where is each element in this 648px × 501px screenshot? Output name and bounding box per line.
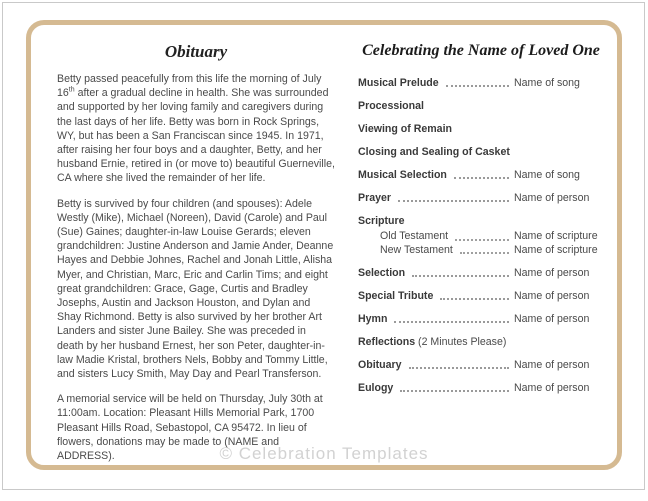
dot-leader bbox=[398, 200, 509, 202]
program-item bbox=[358, 312, 604, 326]
obituary-column bbox=[57, 42, 335, 474]
program-item-label: Processional bbox=[358, 100, 424, 112]
dot-leader bbox=[412, 275, 509, 277]
program-item bbox=[358, 266, 604, 280]
dot-leader bbox=[440, 298, 509, 300]
program-item-label: Special Tribute bbox=[358, 290, 434, 302]
dot-leader bbox=[454, 177, 509, 179]
dot-leader bbox=[394, 321, 509, 323]
program-item-label: Hymn bbox=[358, 313, 388, 325]
program-item bbox=[358, 76, 604, 90]
program-item bbox=[358, 99, 604, 113]
program-subitem bbox=[380, 230, 604, 243]
program-item-label: Eulogy bbox=[358, 382, 394, 394]
program-item-label: Closing and Sealing of Casket bbox=[358, 146, 510, 158]
program-item bbox=[358, 168, 604, 182]
service-order-column bbox=[358, 42, 604, 404]
program-item-label: Selection bbox=[358, 267, 406, 279]
program-item bbox=[358, 145, 604, 159]
program-item-label: Viewing of Remain bbox=[358, 123, 452, 135]
program-item-value: Name of person bbox=[514, 313, 590, 325]
service-order-title: Celebrating the Name of Loved One bbox=[362, 42, 600, 59]
program-item-label: Scripture bbox=[358, 215, 405, 227]
program-item-value: Name of song bbox=[514, 77, 580, 89]
dot-leader bbox=[455, 239, 509, 241]
program-item bbox=[358, 214, 604, 228]
obituary-paragraph-3: A memorial service will be held on Thursday, July 30th at 11:00am. Location: Pleasant Hills Memorial Park, 1700 Pleasant Hills Road, Sebastopol, CA 95472. In lieu of flowers, donations may be made to (NAME and ADDRESS). bbox=[57, 393, 323, 463]
program-item-label: Prayer bbox=[358, 192, 391, 204]
program-item-value: Name of song bbox=[514, 169, 580, 181]
program-item bbox=[358, 335, 604, 349]
obituary-title: Obituary bbox=[164, 42, 228, 61]
program-item-label: Musical Prelude bbox=[358, 77, 439, 89]
program-item-value: Name of person bbox=[514, 192, 590, 204]
program-item-value: Name of scripture bbox=[514, 230, 598, 242]
program-item-value: Name of scripture bbox=[514, 243, 598, 256]
dot-leader bbox=[460, 252, 509, 254]
ordinal-superscript: th bbox=[68, 86, 75, 94]
watermark: © Celebration Templates bbox=[219, 444, 429, 463]
program-item-label: Old Testament bbox=[380, 230, 449, 242]
program-item-value: Name of person bbox=[514, 290, 590, 302]
program-item bbox=[358, 191, 604, 205]
obituary-paragraph-1-text: Betty passed peacefully from this life the morning of July 16 bbox=[57, 73, 322, 100]
program-item-value: Name of person bbox=[514, 267, 590, 279]
program-subitem bbox=[380, 244, 604, 257]
program-item bbox=[358, 289, 604, 303]
program-item-label: Musical Selection bbox=[358, 169, 447, 181]
dot-leader bbox=[409, 367, 509, 369]
program-item bbox=[358, 381, 604, 395]
program-list bbox=[358, 76, 604, 395]
program-item bbox=[358, 358, 604, 372]
program-item-value: Name of person bbox=[514, 359, 590, 371]
program-item-label: Obituary bbox=[358, 359, 402, 371]
program-item-value: Name of person bbox=[514, 382, 590, 394]
program-item-label: Reflections bbox=[358, 336, 416, 348]
dot-leader bbox=[400, 390, 509, 392]
program-item-label: New Testament bbox=[380, 243, 453, 256]
obituary-paragraph-1-continued: after a gradual decline in health. She was surrounded and supported by her loving family and caregivers during the last days of her life. Betty was born in Rock Springs, WY, but has been a San Franciscan since 1945. In 1971, after raising her four boys and a daughter, Betty, and her husband Ernie, retired in (or move to) beautiful Guerneville, CA where she lived the remainder of her life. bbox=[57, 87, 335, 185]
program-item-note: (2 Minutes Please) bbox=[415, 336, 507, 348]
dot-leader bbox=[446, 85, 509, 87]
obituary-paragraph-2: Betty is survived by four children (and spouses): Adele Westly (Mike), Michael (Noreen), David (Carole) and Paul (Sue) Gaines; daughter-in-law Louise Gerards; eleven grandchildren: Justine Anderson and Jamie Ander, Deanne Hayes and Debbie Johnes, Rachel and Jonah Little, Alisha Myer, and Christian, Marc, Eric and Carlin Tims; and eight great grandchildren: Grace, Gage, Curtis and Bradley Josephs, Austin and Jackson Houston, and Dylan and Shay Richmond. Betty is also survived by her brother Art Landers and sister June Bailey. She was preceded in death by her husband Ernest, her son Peter, daughter-in-law Madie Kristal, brothers Nels, Bobby and Tommy Little, and sisters Lucy Smith, May Day and Pearl Transferson. bbox=[57, 197, 334, 381]
obituary-paragraph-1 bbox=[57, 72, 335, 186]
program-item bbox=[358, 122, 604, 136]
